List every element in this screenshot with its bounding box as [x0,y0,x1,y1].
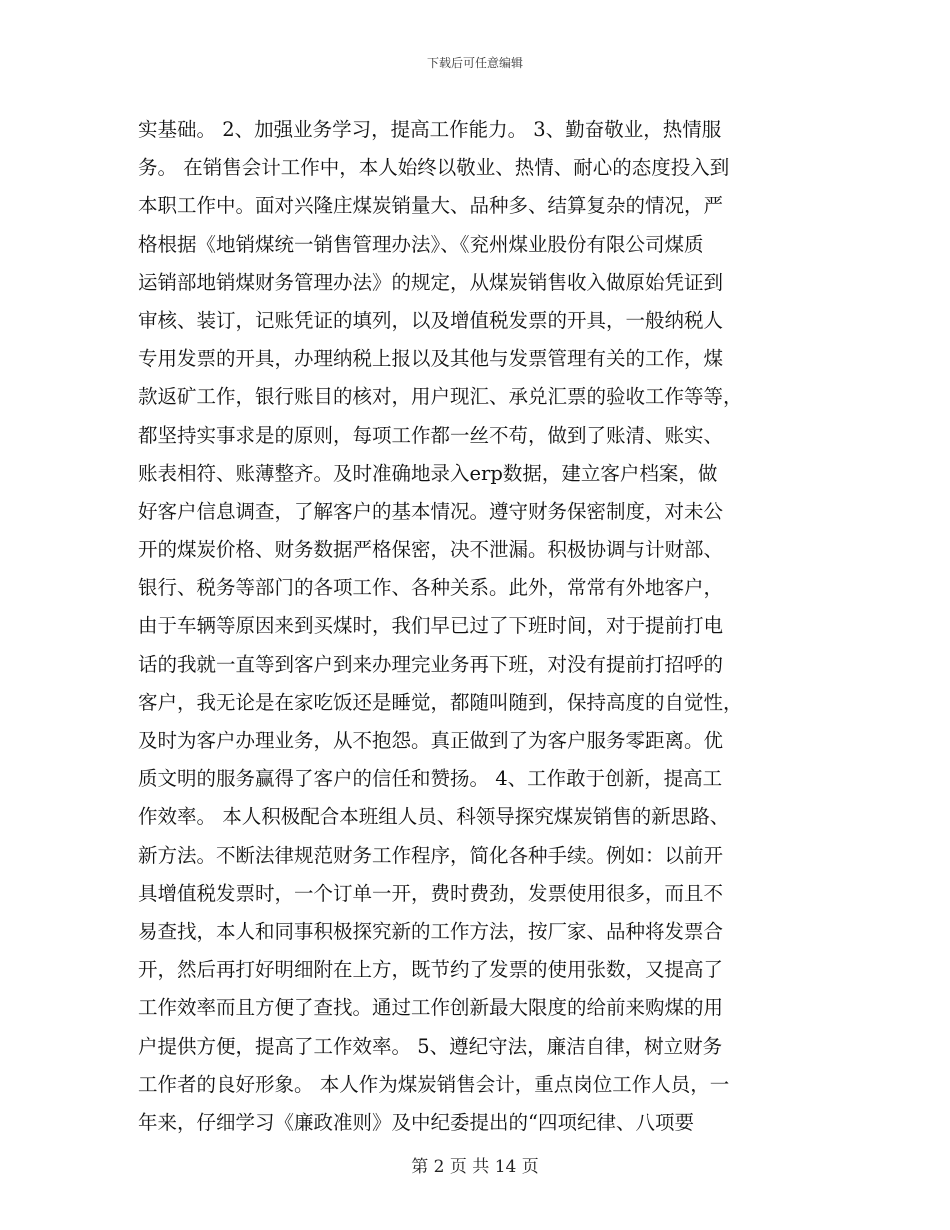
text-line: 客户，我无论是在家吃饭还是睡觉，都随叫随到，保持高度的自觉性， [138,690,743,714]
text-line: 具增值税发票时，一个订单一开，费时费劲，发票使用很多，而且不 [138,881,724,905]
page-header: 下载后可任意编辑 [426,56,523,70]
body-text [138,111,814,1142]
text-line: 实基础。 2、加强业务学习，提高工作能力。 3、勤奋敬业，热情服 [138,118,722,141]
text-line: 专用发票的开具，办理纳税上报以及其他与发票管理有关的工作，煤 [138,347,724,371]
text-line: 由于车辆等原因来到买煤时，我们早已过了下班时间，对于提前打电 [138,614,724,638]
text-line: 银行、税务等部门的各项工作、各种关系。此外，常常有外地客户， [138,576,724,600]
text-line: 作效率。 本人积极配合本班组人员、科领导探究煤炭销售的新思路、 [138,805,730,829]
text-line: 款返矿工作，银行账目的核对，用户现汇、承兑汇票的验收工作等等， [138,385,743,409]
text-line: 开，然后再打好明细附在上方，既节约了发票的使用张数，又提高了 [138,958,724,982]
text-line: 格根据《地销煤统一销售管理办法》、《兖州煤业股份有限公司煤质 [138,232,704,256]
text-line: 及时为客户办理业务，从不抱怨。真正做到了为客户服务零距离。优 [138,729,724,752]
text-line: 运销部地销煤财务管理办法》的规定，从煤炭销售收入做原始凭证到 [138,270,724,294]
text-line: 工作者的良好形象。 本人作为煤炭销售会计，重点岗位工作人员，一 [138,1072,730,1096]
text-line: 账表相符、账薄整齐。及时准确地录入erp数据，建立客户档案，做 [138,461,718,485]
text-line: 都坚持实事求是的原则，每项工作都一丝不苟，做到了账清、账实、 [138,423,724,447]
text-line: 新方法。不断法律规范财务工作程序，简化各种手续。例如：以前开 [138,843,724,867]
text-line: 审核、装订，记账凭证的填列，以及增值税发票的开具，一般纳税人 [138,308,724,332]
text-line: 工作效率而且方便了查找。通过工作创新最大限度的给前来购煤的用 [138,996,724,1020]
text-line: 话的我就一直等到客户到来办理完业务再下班，对没有提前打招呼的 [138,652,724,676]
page-footer: 第 2 页 共 14 页 [411,1157,539,1177]
text-line: 户提供方便，提高了工作效率。 5、遵纪守法，廉洁自律，树立财务 [138,1034,723,1058]
text-line: 务。 在销售会计工作中，本人始终以敬业、热情、耐心的态度投入到 [138,156,730,180]
text-line: 本职工作中。面对兴隆庄煤炭销量大、品种多、结算复杂的情况，严 [138,194,724,218]
text-line: 好客户信息调查，了解客户的基本情况。遵守财务保密制度，对未公 [138,499,724,523]
text-line: 易查找，本人和同事积极探究新的工作方法，按厂家、品种将发票合 [138,919,724,943]
text-line: 年来，仔细学习《廉政准则》及中纪委提出的“四项纪律、八项要 [138,1110,694,1134]
text-line: 开的煤炭价格、财务数据严格保密，决不泄漏。积极协调与计财部、 [138,538,724,562]
text-line: 质文明的服务赢得了客户的信任和赞扬。 4、工作敢于创新，提高工 [138,767,723,791]
